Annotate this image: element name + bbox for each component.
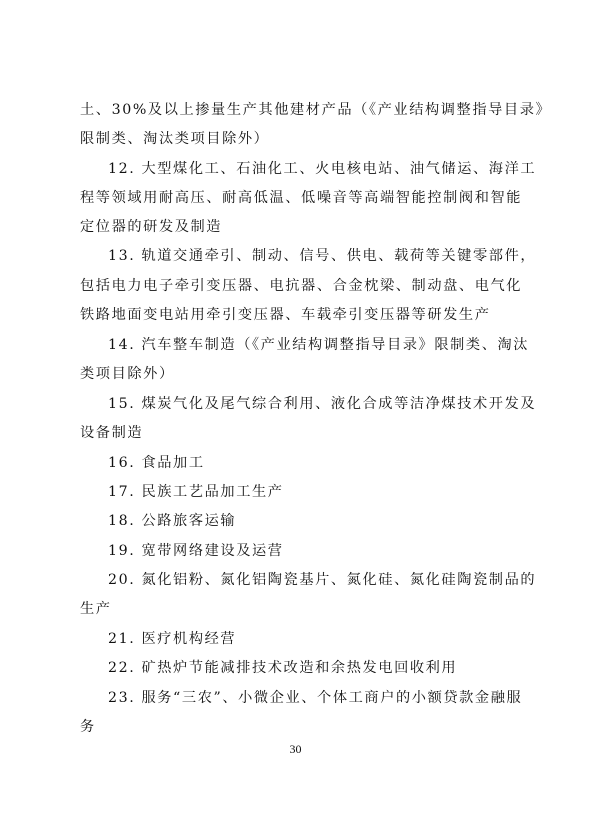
text-line: 铁路地面变电站用牵引变压器、车载牵引变压器等研发生产 (80, 307, 491, 323)
list-item-23: 23. 服务“三农”、小微企业、个体工商户的小额贷款金融服 (108, 690, 523, 706)
list-item-19: 19. 宽带网络建设及运营 (108, 543, 284, 559)
text-line: 设备制造 (80, 425, 144, 441)
list-item-18: 18. 公路旅客运输 (108, 513, 237, 529)
text-line: 限制类、淘汰类项目除外） (80, 131, 270, 147)
list-item-22: 22. 矿热炉节能减排技术改造和余热发电回收利用 (108, 660, 458, 676)
page-number: 30 (289, 742, 302, 756)
list-item-12: 12. 大型煤化工、石油化工、火电核电站、油气储运、海洋工 (108, 161, 537, 177)
text-line: 土、30%及以上掺量生产其他建材产品（《产业结构调整指导目录》 (80, 102, 552, 118)
list-item-21: 21. 医疗机构经营 (108, 631, 237, 647)
list-item-13: 13. 轨道交通牵引、制动、信号、供电、载荷等关键零部件， (108, 248, 537, 264)
list-item-20: 20. 氮化铝粉、氮化铝陶瓷基片、氮化硅、氮化硅陶瓷制品的 (108, 572, 537, 588)
text-line: 类项目除外） (80, 366, 175, 382)
text-line: 程等领域用耐高压、耐高低温、低噪音等高端智能控制阀和智能 (80, 190, 523, 206)
list-item-16: 16. 食品加工 (108, 455, 205, 471)
list-item-14: 14. 汽车整车制造（《产业结构调整指导目录》限制类、淘汰 (108, 337, 530, 353)
text-line: 生产 (80, 601, 112, 617)
list-item-15: 15. 煤炭气化及尾气综合利用、液化合成等洁净煤技术开发及 (108, 396, 537, 412)
text-line: 定位器的研发及制造 (80, 219, 223, 235)
list-item-17: 17. 民族工艺品加工生产 (108, 484, 284, 500)
text-line: 包括电力电子牵引变压器、电抗器、合金枕梁、制动盘、电气化 (80, 278, 523, 294)
text-line: 务 (80, 719, 96, 735)
